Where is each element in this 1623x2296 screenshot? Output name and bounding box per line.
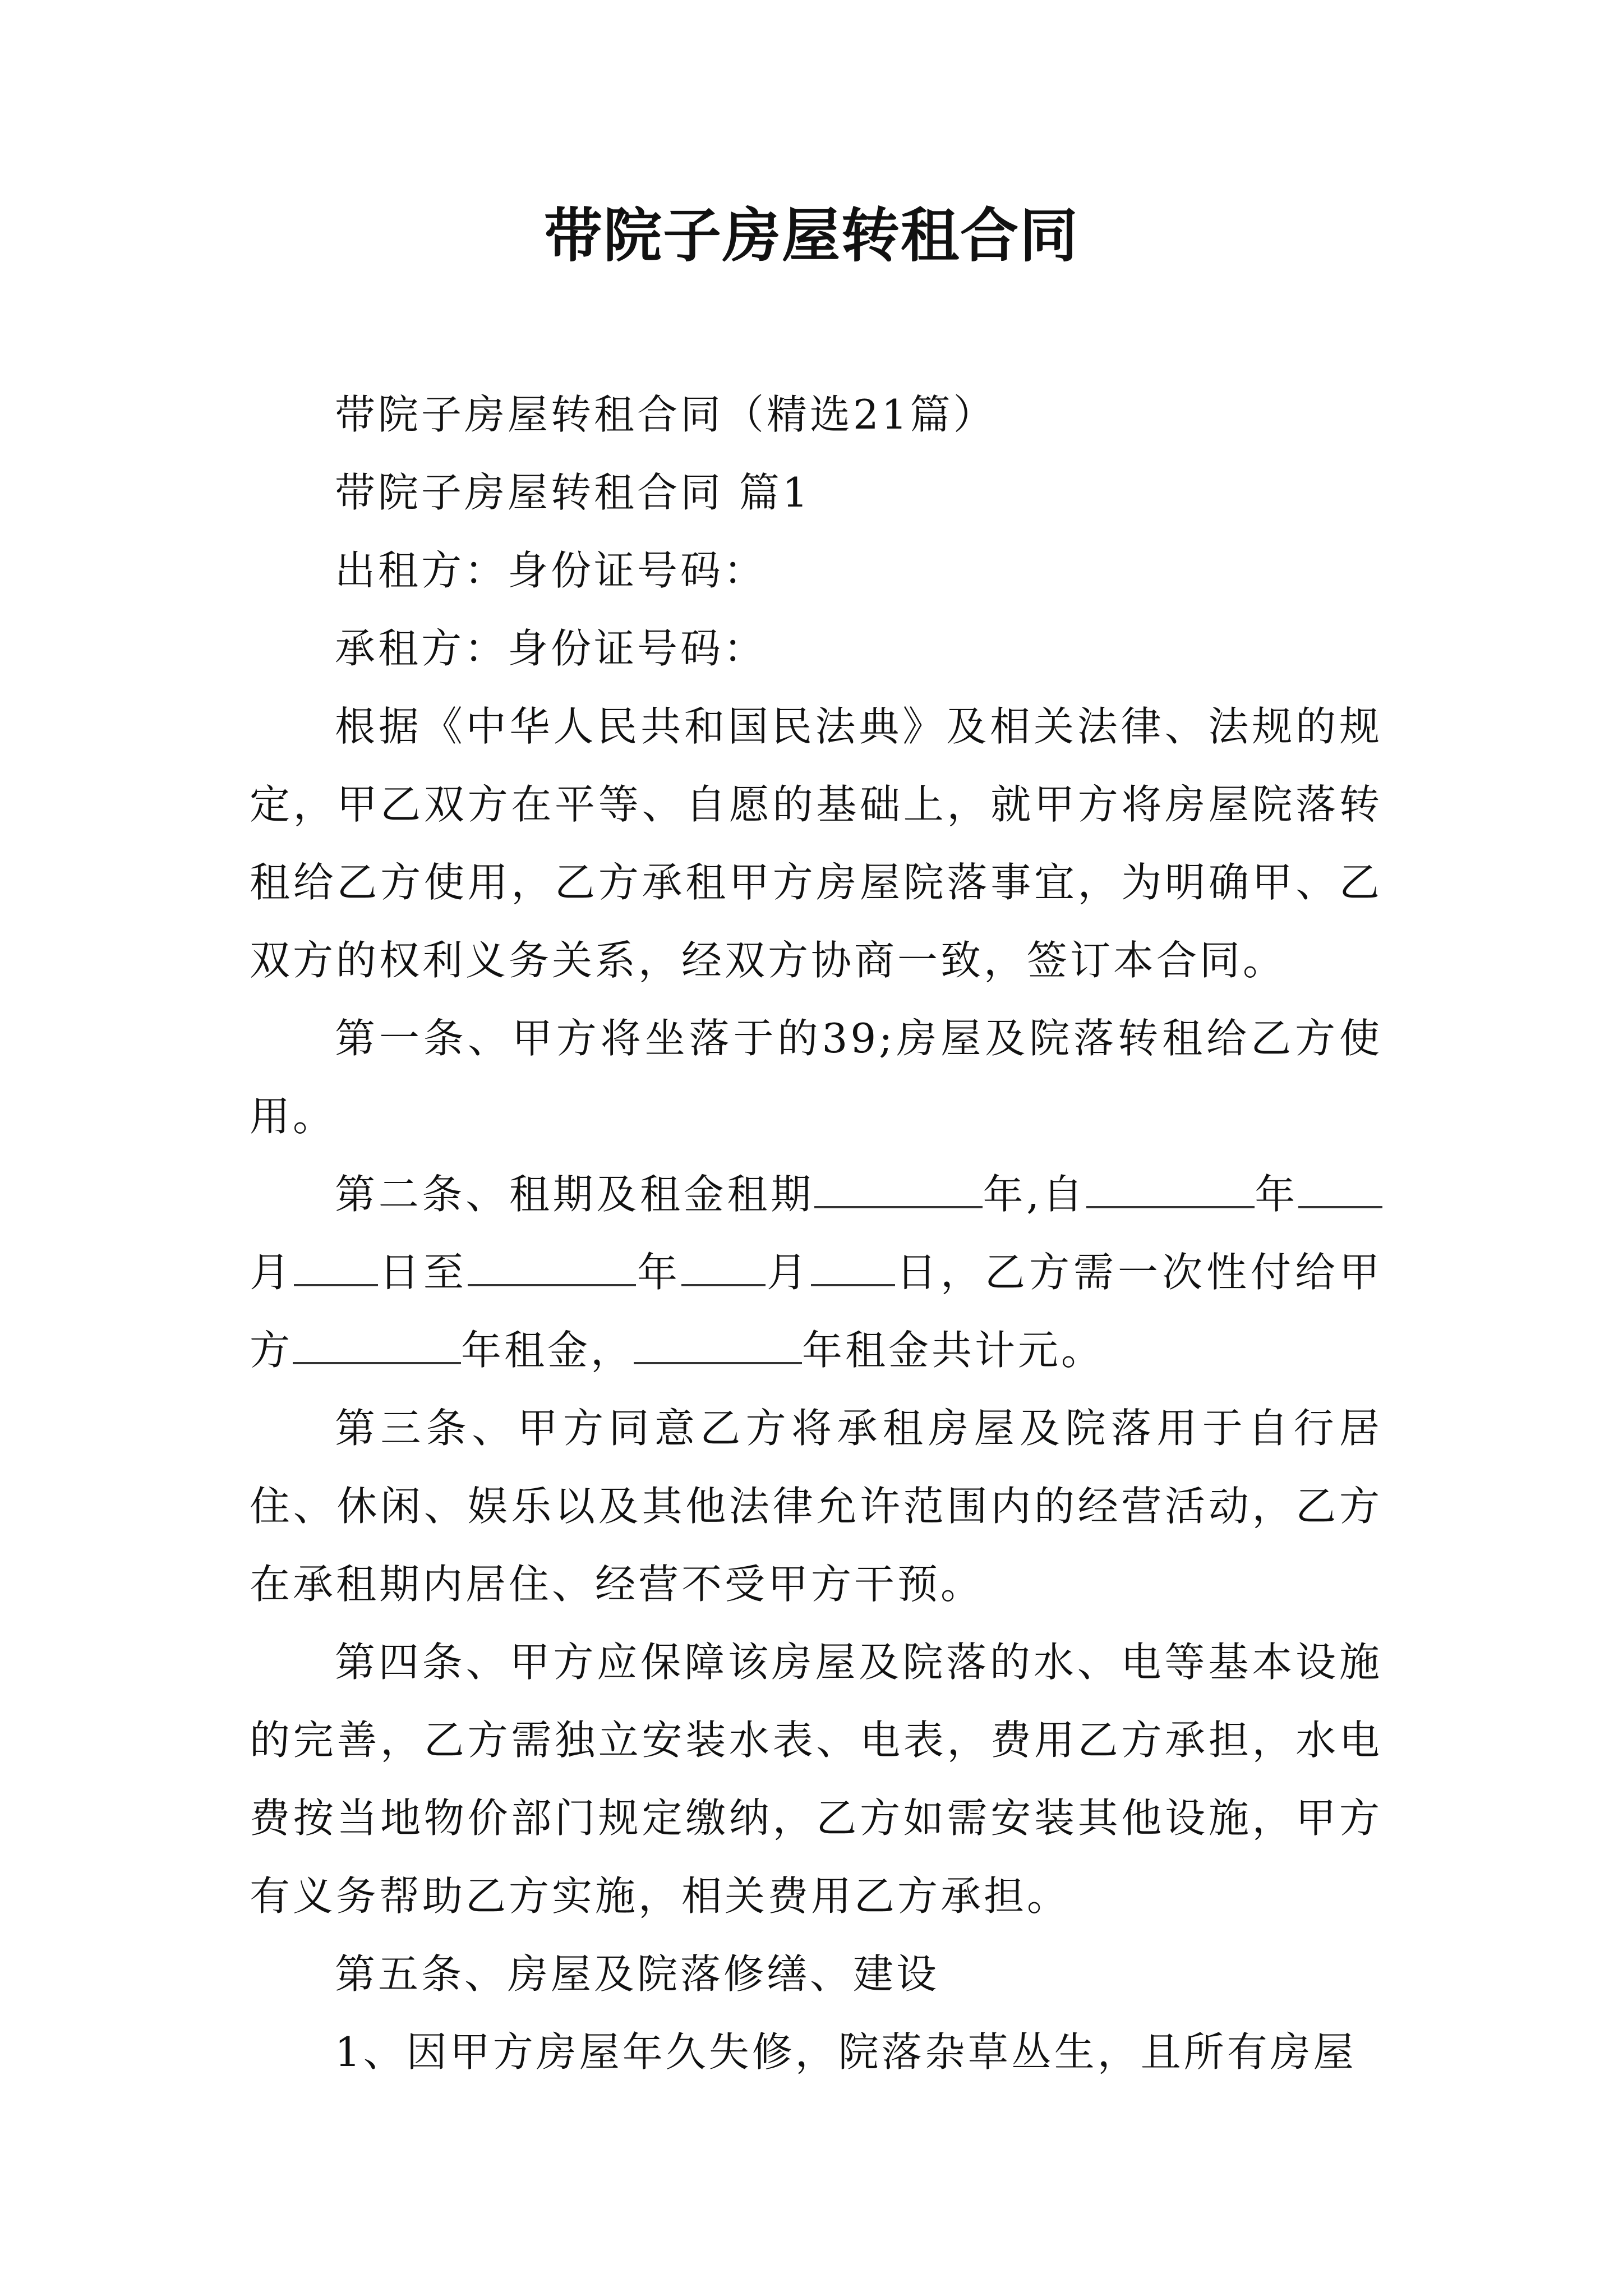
document-subtitle: 带院子房屋转租合同（精选21篇） (335, 391, 997, 438)
blank-start-year (1086, 1171, 1255, 1208)
article-3: 第三条、甲方同意乙方将承租房屋及院落用于自行居住、休闲、娱乐以及其他法律允许范围内的经营活动，乙方在承租期内居住、经营不受甲方干预。 (250, 1405, 1382, 1608)
article-2-text: 第二条、租期及租金租期 (335, 1171, 814, 1218)
blank-prepaid-years (293, 1327, 461, 1364)
blank-start-day (294, 1249, 378, 1286)
lessee-line: 承租方：身份证号码： (335, 625, 767, 672)
article-2-text: 月 (250, 1249, 294, 1296)
blank-lease-years (814, 1171, 983, 1208)
article-2-text: 日至 (378, 1249, 468, 1296)
preamble-paragraph: 根据《中华人民共和国民法典》及相关法律、法规的规定，甲乙双方在平等、自愿的基础上，就甲方将房屋院落转租给乙方使用，乙方承租甲方房屋院落事宜，为明确甲、乙双方的权利义务关系，经双方协商一致，签订本合同。 (250, 703, 1382, 984)
article-5-item-1: 1、因甲方房屋年久失修，院落杂草丛生，且所有房屋 (335, 2028, 1357, 2076)
blank-start-month (1298, 1171, 1382, 1208)
article-2-text: 年 (1254, 1171, 1298, 1218)
article-2-text: 月 (766, 1249, 811, 1296)
article-2-text: 年租金， (461, 1327, 634, 1374)
blank-total-years (634, 1327, 802, 1364)
article-2-text: 年,自 (982, 1171, 1086, 1218)
article-5-heading: 第五条、房屋及院落修缮、建设 (335, 1950, 940, 1998)
blank-end-day (811, 1249, 895, 1286)
lessor-line: 出租方：身份证号码： (335, 547, 767, 594)
blank-end-year (468, 1249, 636, 1286)
article-2-text: 日，乙方需一次性付给甲方 (250, 1249, 1382, 1374)
blank-end-month (681, 1249, 766, 1286)
document-title: 带院子房屋转租合同 (543, 201, 1079, 270)
article-4: 第四条、甲方应保障该房屋及院落的水、电等基本设施的完善，乙方需独立安装水表、电表，费用乙方承担，水电费按当地物价部门规定缴纳，乙方如需安装其他设施，甲方有义务帮助乙方实施，相关费用乙方承担。 (250, 1639, 1382, 1920)
document-body (250, 376, 1382, 2091)
article-2-text: 年 (636, 1249, 681, 1296)
article-2 (250, 1156, 1382, 1389)
article-2-text: 年租金共计元。 (802, 1327, 1105, 1374)
article-1: 第一条、甲方将坐落于的39;房屋及院落转租给乙方使用。 (250, 1015, 1382, 1140)
section-heading: 带院子房屋转租合同 篇1 (335, 469, 811, 516)
